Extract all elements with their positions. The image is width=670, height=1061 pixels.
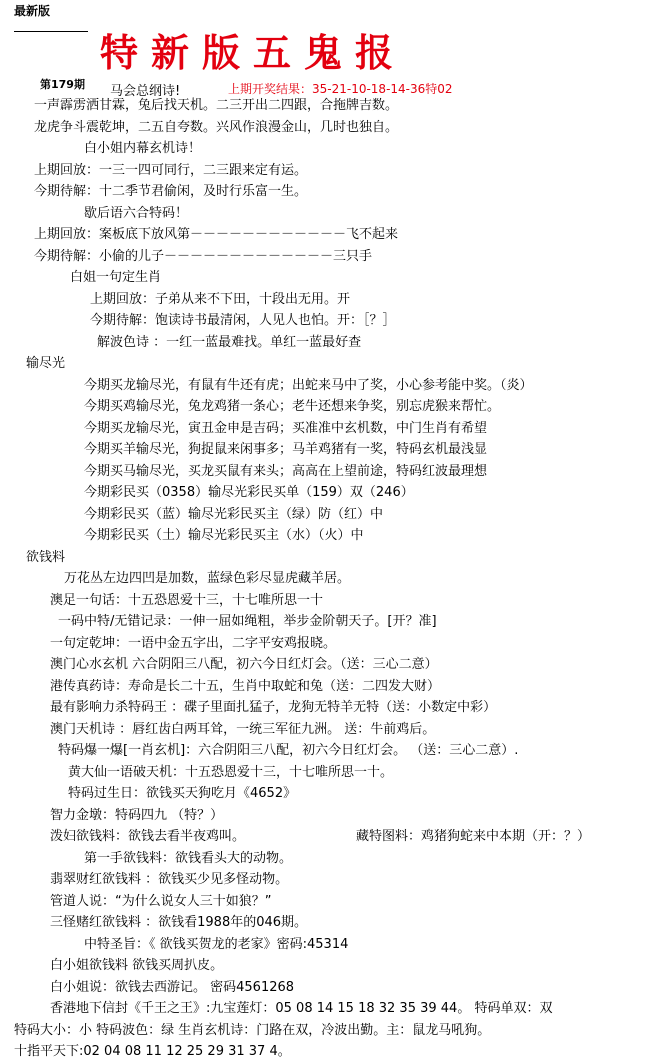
text-line: 解波色诗 ：一红一蓝最难找。单红一蓝最好查 [97, 335, 362, 350]
text-line: 黄大仙一语破天机：十五恐恩爱十三，十七唯所思一十。 [68, 765, 394, 780]
text-line: 十指平天下:02 04 08 11 12 25 29 31 37 4。 [14, 1044, 291, 1059]
text-line: 一句定乾坤：一语中金五字出，二字平安鸡报晓。 [50, 636, 337, 651]
text-line: 特码大小：小 特码波色：绿 生肖玄机诗：门路在双，冷波出勤。主：鼠龙马吼狗。 [14, 1023, 491, 1038]
text-line: 今期买龙输尽光，有鼠有牛还有虎；出蛇来马中了奖，小心参考能中奖。（炎） [84, 378, 533, 393]
section-heading: 输尽光 [26, 356, 66, 371]
text-line: 今期彩民买（0358）输尽光彩民买单（159）双（246） [84, 485, 414, 500]
text-line: 上期回放：案板底下放风第－－－－－－－－－－－－飞不起来 [34, 227, 399, 242]
text-line: 上期回放：一三一四可同行，二三跟来定有运。 [34, 163, 308, 178]
text-line: 白小姐说：欲钱去西游记。 密码4561268 [50, 980, 295, 995]
section-heading: 歇后语六合特码！ [84, 206, 189, 221]
text-line: 今期待解：饱读诗书最清闲，人见人也怕。开：［？］ [90, 313, 396, 328]
text-line: 智力金墩：特码四九 （特？） [50, 808, 224, 823]
edition-label: 最新版 [14, 4, 51, 18]
text-line: 泼妇欲钱料：欲钱去看半夜鸡叫。 [50, 829, 246, 844]
text-line: 港传真药诗：寿命是长二十五，生肖中取蛇和兔（送：二四发大财） [50, 679, 441, 694]
text-line: 澳门天机诗 ：唇红齿白两耳耸，一统三军征九洲。 送：牛前鸡后。 [50, 722, 436, 737]
text-line: 澳门心水玄机 六合阴阳三八配，初六今日红灯会。（送：三心二意） [50, 657, 438, 672]
page-title: 特新版五鬼报 [100, 30, 407, 75]
section-heading: 白小姐内幕玄机诗！ [84, 141, 202, 156]
text-line: 最有影响力杀特码王 ：碟子里面扎猛子，龙狗无特羊无特（送：小数定中彩） [50, 700, 497, 715]
text-line: 龙虎争斗震乾坤，二五自夸数。兴风作浪漫金山，几时也独自。 [34, 120, 399, 135]
text-line: 一码中特/无错记录：一伸一屈如绳粗，举步金阶朝天子。[开？准] [58, 614, 437, 629]
text-line: 三怪赌红欲钱料 ：欲钱看1988年的046期。 [50, 915, 308, 930]
text-line: 澳足一句话：十五恐恩爱十三，十七唯所思一十 [50, 593, 324, 608]
text-line: 今期待解：小偷的儿子－－－－－－－－－－－－－三只手 [34, 249, 373, 264]
text-line: 今期彩民买（蓝）输尽光彩民买主（绿）防（红）中 [84, 507, 384, 522]
text-line: 藏特图料：鸡猪狗蛇来中本期（开：？） [356, 829, 591, 844]
text-line: 今期待解：十二季节君偷闲，及时行乐富一生。 [34, 184, 308, 199]
text-line: 今期买羊输尽光，狗捉鼠来闲事多；马羊鸡猪有一奖，特码玄机最浅显 [84, 442, 488, 457]
text-line: 管道人说：“为什么说女人三十如狼？” [50, 894, 272, 909]
text-line: 香港地下信封《千王之王》:九宝莲灯：05 08 14 15 18 32 35 39 44。 特码单双：双 [50, 1001, 553, 1016]
section-heading: 欲钱料 [26, 550, 66, 565]
poem-heading: 马会总纲诗! [110, 84, 181, 99]
section-heading: 白姐一句定生肖 [70, 270, 162, 285]
text-line: 白小姐欲钱料 欲钱买周扒皮。 [50, 958, 224, 973]
text-line: 今期彩民买（土）输尽光彩民买主（水）（火）中 [84, 528, 364, 543]
issue-number: 第179期 [40, 78, 85, 91]
header-rule [14, 31, 88, 32]
text-line: 上期回放：子弟从来不下田，十段出无用。开 [90, 292, 351, 307]
text-line: 第一手欲钱料：欲钱看头大的动物。 [84, 851, 293, 866]
text-line: 特码爆一爆[一肖玄机]：六合阴阳三八配，初六今日红灯会。 （送：三心二意）. [58, 743, 519, 758]
text-line: 万花丛左边四凹是加数，蓝绿色彩尽显虎藏羊居。 [64, 571, 351, 586]
text-line: 中特圣旨：《 欲钱买贺龙的老家》密码:45314 [84, 937, 349, 952]
text-line: 今期买龙输尽光，寅丑金申是吉码；买准准中玄机数，中门生肖有希望 [84, 421, 488, 436]
text-line: 特码过生日：欲钱买天狗吃月《4652》 [68, 786, 297, 801]
text-line: 今期买马输尽光，买龙买鼠有来头；高高在上望前途，特码红波最理想 [84, 464, 488, 479]
last-result: 上期开奖结果：35-21-10-18-14-36特02 [228, 82, 453, 96]
text-line: 今期买鸡输尽光，兔龙鸡猪一条心；老牛还想来争奖，别忘虎猴来帮忙。 [84, 399, 501, 414]
text-line: 一声霹雳洒甘霖，兔后找天机。二三开出二四跟，合拖牌吉数。 [34, 98, 399, 113]
text-line: 翡翠财红欲钱料 ：欲钱买少见多怪动物。 [50, 872, 289, 887]
